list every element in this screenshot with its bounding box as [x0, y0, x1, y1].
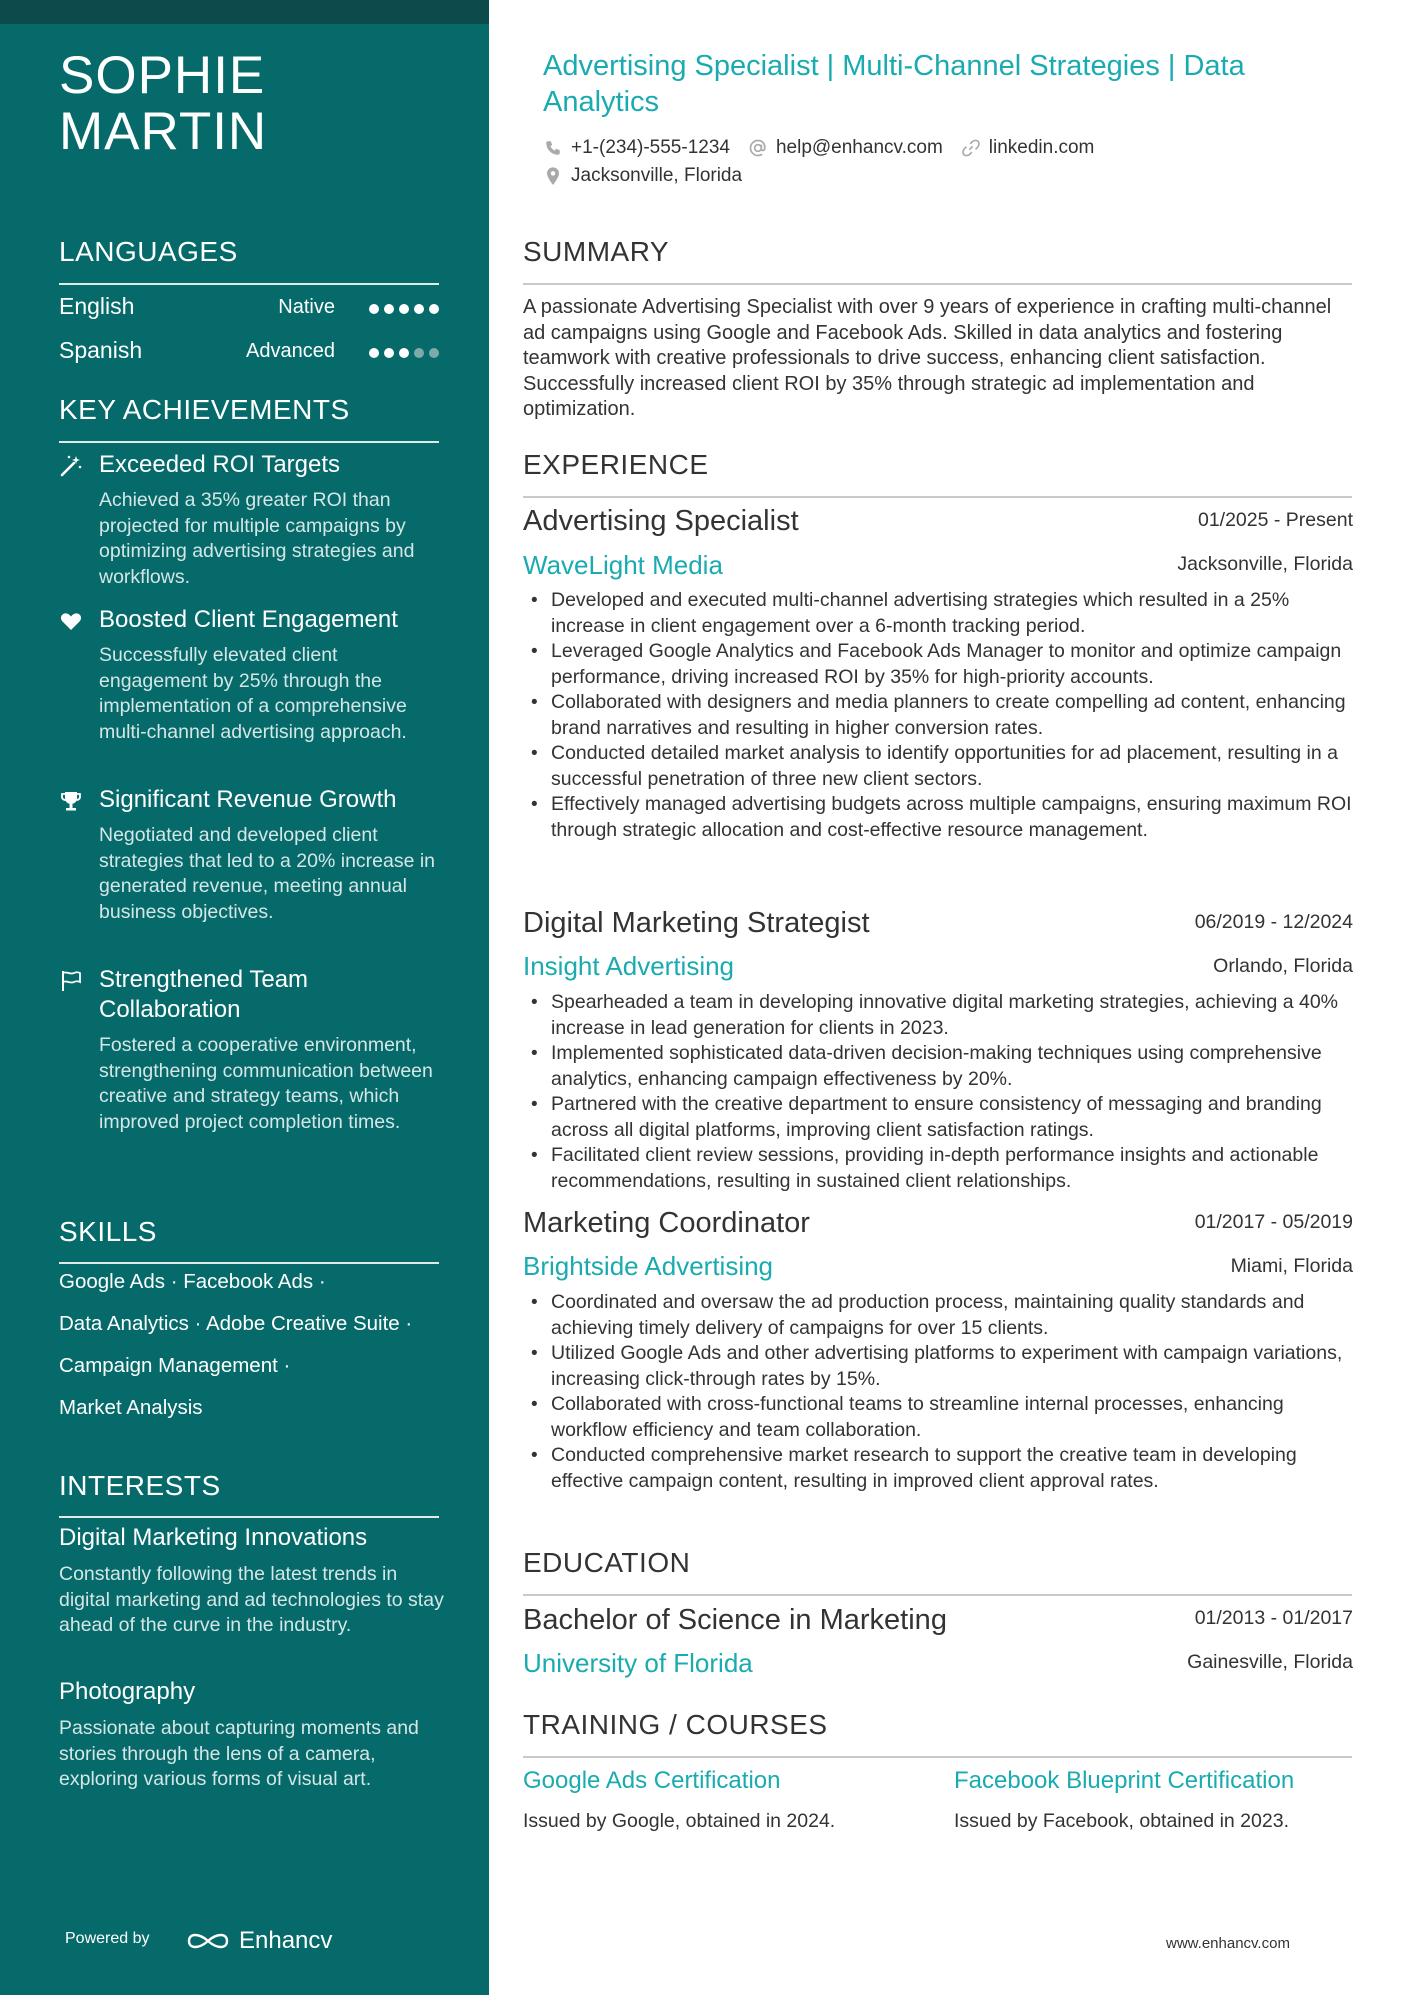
proficiency-dot [414, 304, 424, 314]
proficiency-dot [384, 304, 394, 314]
languages-title: LANGUAGES [59, 236, 238, 267]
job-bullet: • Coordinated and oversaw the ad production process, maintaining quality standards and achieving timely delivery of campaigns for over 15 clients. [523, 1290, 1352, 1341]
achievement-description: Achieved a 35% greater ROI than projected for multiple campaigns by optimizing advertising strategies and workflows. [99, 489, 415, 588]
achievements-divider [59, 441, 439, 443]
job-bullets [523, 588, 1352, 843]
job-bullet: • Conducted comprehensive market research to support the creative team in developing effective campaign content, resulting in improved client approval rates. [523, 1443, 1352, 1494]
interests-divider [59, 1516, 439, 1518]
sidebar [0, 0, 489, 1995]
job-title: Digital Marketing Strategist [523, 907, 870, 939]
proficiency-dot [369, 304, 379, 314]
phone-icon [543, 138, 563, 158]
job-bullet: • Implemented sophisticated data-driven decision-making techniques using comprehensive analytics, enhancing campaign effectiveness by 20%. [523, 1041, 1352, 1092]
school-location: Gainesville, Florida [1187, 1651, 1353, 1673]
experience-divider [523, 496, 1352, 498]
proficiency-dot [399, 304, 409, 314]
language-proficiency-dots [369, 348, 439, 360]
achievement-title: Significant Revenue Growth [99, 786, 397, 813]
skills-list [59, 1267, 459, 1435]
education-dates: 01/2013 - 01/2017 [1194, 1607, 1353, 1629]
interest-title: Photography [59, 1678, 196, 1705]
interest-description: Passionate about capturing moments and stories through the lens of a camera, exploring various forms of visual art. [59, 1717, 419, 1790]
interests-title: INTERESTS [59, 1470, 221, 1501]
language-level: Advanced [246, 340, 335, 362]
linkedin-link[interactable]: linkedin.com [988, 137, 1095, 158]
enhancv-logo[interactable] [185, 1927, 332, 1955]
job-dates: 01/2025 - Present [1197, 509, 1353, 531]
training-title: TRAINING / COURSES [523, 1709, 828, 1740]
flag-icon [59, 969, 83, 993]
proficiency-dot-empty [429, 348, 439, 358]
job-bullet: • Collaborated with designers and media planners to create compelling ad content, enhancing brand narratives and resulting in higher conversion rates. [523, 690, 1352, 741]
job-bullet: • Spearheaded a team in developing innovative digital marketing strategies, achieving a 40% increase in lead generation for clients in 2023. [523, 990, 1352, 1041]
school: University of Florida [523, 1648, 753, 1678]
degree: Bachelor of Science in Marketing [523, 1604, 947, 1636]
skills-divider [59, 1262, 439, 1264]
location: Jacksonville, Florida [571, 165, 743, 186]
proficiency-dot [429, 304, 439, 314]
language-level: Native [278, 296, 335, 318]
proficiency-dot [399, 348, 409, 358]
powered-by-label: Powered by [65, 1930, 150, 1947]
last-name: MARTIN [59, 102, 268, 161]
job-bullets [523, 1290, 1352, 1494]
job-bullet: • Developed and executed multi-channel advertising strategies which resulted in a 25% increase in client engagement over a 6-month tracking period. [523, 588, 1352, 639]
language-row [59, 337, 439, 373]
course-description: Issued by Google, obtained in 2024. [523, 1810, 836, 1832]
heart-icon [59, 609, 83, 633]
achievement-description: Negotiated and developed client strategies that led to a 20% increase in generated revenue, meeting annual business objectives. [99, 824, 436, 923]
achievements-title: KEY ACHIEVEMENTS [59, 394, 350, 425]
contact-line [543, 137, 1094, 159]
trophy-icon [59, 789, 83, 813]
email-address[interactable]: help@enhancv.com [775, 137, 943, 158]
magic-wand-icon [59, 454, 83, 478]
at-icon [748, 138, 768, 158]
main-content [523, 0, 1353, 1995]
job-bullet: • Collaborated with cross-functional teams to streamline internal processes, enhancing workflow efficiency and team collaboration. [523, 1392, 1352, 1443]
phone-number[interactable]: +1-(234)-555-1234 [571, 137, 730, 158]
language-proficiency-dots [369, 304, 439, 316]
proficiency-dot-empty [414, 348, 424, 358]
training-divider [523, 1756, 1352, 1758]
skills-title: SKILLS [59, 1216, 157, 1247]
enhancv-logo-mark [185, 1929, 231, 1953]
job-bullet: • Effectively managed advertising budgets across multiple campaigns, ensuring maximum ROI through strategic allocation and cost-effective resource management. [523, 792, 1352, 843]
job-bullet: • Partnered with the creative department to ensure consistency of messaging and branding across all digital platforms, improving client satisfaction ratings. [523, 1092, 1352, 1143]
job-location: Orlando, Florida [1213, 955, 1353, 977]
job-company: WaveLight Media [523, 550, 723, 580]
job-bullet: • Conducted detailed market analysis to identify opportunities for ad placement, resulting in a successful penetration of three new client sectors. [523, 741, 1352, 792]
proficiency-dot [369, 348, 379, 358]
location-pin-icon [543, 166, 563, 186]
candidate-name [59, 48, 267, 160]
job-title: Marketing Coordinator [523, 1207, 810, 1239]
summary-text: A passionate Advertising Specialist with over 9 years of experience in crafting multi-channel ad campaigns using Google and Facebook Ads. Skilled in data analytics and fostering teamwork with creative professionals to drive success, enhancing client satisfaction. Successfully increased client ROI by 35% through strategic ad implementation and optimization. [523, 296, 1332, 420]
sidebar-top-bar [0, 0, 489, 24]
course-title: Facebook Blueprint Certification [954, 1767, 1295, 1794]
job-dates: 01/2017 - 05/2019 [1194, 1211, 1353, 1233]
summary-divider [523, 283, 1352, 285]
summary-title: SUMMARY [523, 236, 670, 267]
achievement-title: Boosted Client Engagement [99, 606, 398, 633]
achievement-title: Strengthened Team Collaboration [99, 966, 309, 1023]
job-company: Brightside Advertising [523, 1251, 774, 1281]
language-name: Spanish [59, 337, 143, 363]
job-location: Miami, Florida [1230, 1255, 1353, 1277]
footer-site-link[interactable]: www.enhancv.com [1166, 1935, 1290, 1952]
link-icon [961, 138, 981, 158]
experience-title: EXPERIENCE [523, 449, 709, 480]
skill-line: Campaign Management · [59, 1354, 291, 1377]
education-divider [523, 1594, 1352, 1596]
language-row [59, 293, 439, 329]
first-name: SOPHIE [59, 46, 266, 105]
job-bullet: • Leveraged Google Analytics and Facebook Ads Manager to monitor and optimize campaign performance, driving increased ROI by 35% for high-priority accounts. [523, 639, 1352, 690]
course-description: Issued by Facebook, obtained in 2023. [954, 1810, 1289, 1832]
achievement-description: Successfully elevated client engagement by 25% through the implementation of a comprehensive multi-channel advertising approach. [99, 644, 407, 743]
language-name: English [59, 293, 135, 319]
job-title: Advertising Specialist [523, 505, 799, 537]
skill-line: Market Analysis [59, 1396, 203, 1419]
education-title: EDUCATION [523, 1547, 691, 1578]
achievement-title: Exceeded ROI Targets [99, 451, 341, 478]
job-company: Insight Advertising [523, 951, 735, 981]
job-bullet: • Utilized Google Ads and other advertising platforms to experiment with campaign variations, increasing click-through rates by 15%. [523, 1341, 1352, 1392]
brand-name: Enhancv [239, 1927, 333, 1954]
job-dates: 06/2019 - 12/2024 [1194, 911, 1353, 933]
job-bullet: • Facilitated client review sessions, providing in-depth performance insights and actionable recommendations, resulting in sustained client relationships. [523, 1143, 1352, 1194]
interest-description: Constantly following the latest trends in digital marketing and ad technologies to stay ahead of the curve in the industry. [59, 1563, 444, 1636]
achievement-description: Fostered a cooperative environment, strengthening communication between creative and strategy teams, which improved project completion times. [99, 1034, 433, 1133]
job-bullets [523, 990, 1352, 1194]
skill-line: Data Analytics · Adobe Creative Suite · [59, 1312, 413, 1335]
skill-line: Google Ads · Facebook Ads · [59, 1270, 326, 1293]
location-line [543, 165, 742, 187]
headline: Advertising Specialist | Multi-Channel Strategies | Data Analytics [543, 50, 1245, 118]
languages-divider [59, 283, 439, 285]
course-title: Google Ads Certification [523, 1767, 781, 1794]
proficiency-dot [384, 348, 394, 358]
job-location: Jacksonville, Florida [1177, 553, 1353, 575]
interest-title: Digital Marketing Innovations [59, 1524, 368, 1551]
